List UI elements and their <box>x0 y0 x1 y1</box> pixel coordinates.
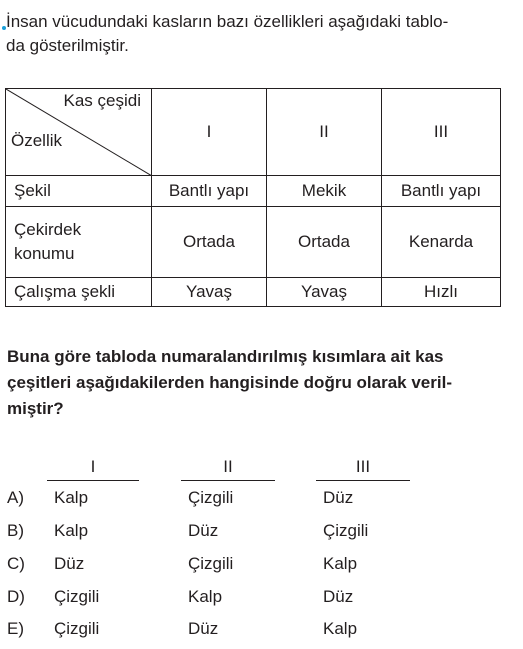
answer-option-e[interactable] <box>7 619 487 643</box>
table-cell: Mekik <box>267 176 382 207</box>
option-value-i: Çizgili <box>54 619 100 638</box>
answer-option-b[interactable] <box>7 521 487 545</box>
row-label-line-1: Çekirdek <box>14 220 82 239</box>
option-value-i: Kalp <box>54 521 89 540</box>
option-value-i: Düz <box>54 554 85 573</box>
option-value-ii: Çizgili <box>188 488 234 507</box>
question-line-3: miştir? <box>7 399 64 418</box>
bullet-dot-icon <box>2 26 6 30</box>
option-letter: C) <box>7 554 25 573</box>
answer-option-a[interactable] <box>7 488 487 512</box>
option-letter: D) <box>7 587 25 606</box>
option-value-i: Çizgili <box>54 587 100 606</box>
option-letter: E) <box>7 619 24 638</box>
options-header-underline-ii <box>181 480 275 481</box>
row-label-working-style: Çalışma şekli <box>6 278 152 307</box>
table-cell: Bantlı yapı <box>382 176 501 207</box>
option-value-iii: Kalp <box>323 619 358 638</box>
option-value-i: Kalp <box>54 488 89 507</box>
column-header-iii: III <box>382 89 501 176</box>
muscle-properties-table <box>5 88 501 307</box>
table-cell: Ortada <box>267 207 382 278</box>
option-value-ii: Düz <box>188 521 219 540</box>
option-letter: B) <box>7 521 24 540</box>
table-row <box>6 176 501 207</box>
option-value-iii: Kalp <box>323 554 358 573</box>
header-muscle-type-label: Kas çeşidi <box>63 91 141 110</box>
diagonal-header-cell <box>6 89 152 176</box>
intro-line-1: İnsan vücudundaki kasların bazı özellikleri aşağıdaki tablo- <box>6 12 449 31</box>
table-cell: Yavaş <box>267 278 382 307</box>
table-row <box>6 207 501 278</box>
answer-option-c[interactable] <box>7 554 487 578</box>
option-letter: A) <box>7 488 24 507</box>
option-value-iii: Çizgili <box>323 521 369 540</box>
option-value-ii: Çizgili <box>188 554 234 573</box>
table-row <box>6 278 501 307</box>
option-value-ii: Düz <box>188 619 219 638</box>
intro-text <box>6 10 511 58</box>
column-header-i: I <box>152 89 267 176</box>
option-value-ii: Kalp <box>188 587 223 606</box>
options-header-ii: II <box>223 457 233 476</box>
table-cell: Bantlı yapı <box>152 176 267 207</box>
question-line-1: Buna göre tabloda numaralandırılmış kısımlara ait kas <box>7 347 444 366</box>
table-cell: Hızlı <box>382 278 501 307</box>
table-cell: Ortada <box>152 207 267 278</box>
options-header-i: I <box>90 457 96 476</box>
row-label-nucleus-position <box>6 207 152 278</box>
header-property-label: Özellik <box>11 131 63 150</box>
question-line-2: çeşitleri aşağıdakilerden hangisinde doğru olarak veril- <box>7 373 452 392</box>
options-header-iii: III <box>355 457 371 476</box>
options-header-underline-i <box>47 480 139 481</box>
table-cell: Yavaş <box>152 278 267 307</box>
column-header-ii: II <box>267 89 382 176</box>
option-value-iii: Düz <box>323 488 354 507</box>
options-header-underline-iii <box>316 480 410 481</box>
table-cell: Kenarda <box>382 207 501 278</box>
row-label-line-2: konumu <box>14 244 75 263</box>
table-header-row <box>6 89 501 176</box>
question-text <box>7 344 515 422</box>
intro-line-2: da gösterilmiştir. <box>6 36 129 55</box>
option-value-iii: Düz <box>323 587 354 606</box>
answer-option-d[interactable] <box>7 587 487 611</box>
row-label-shape: Şekil <box>6 176 152 207</box>
